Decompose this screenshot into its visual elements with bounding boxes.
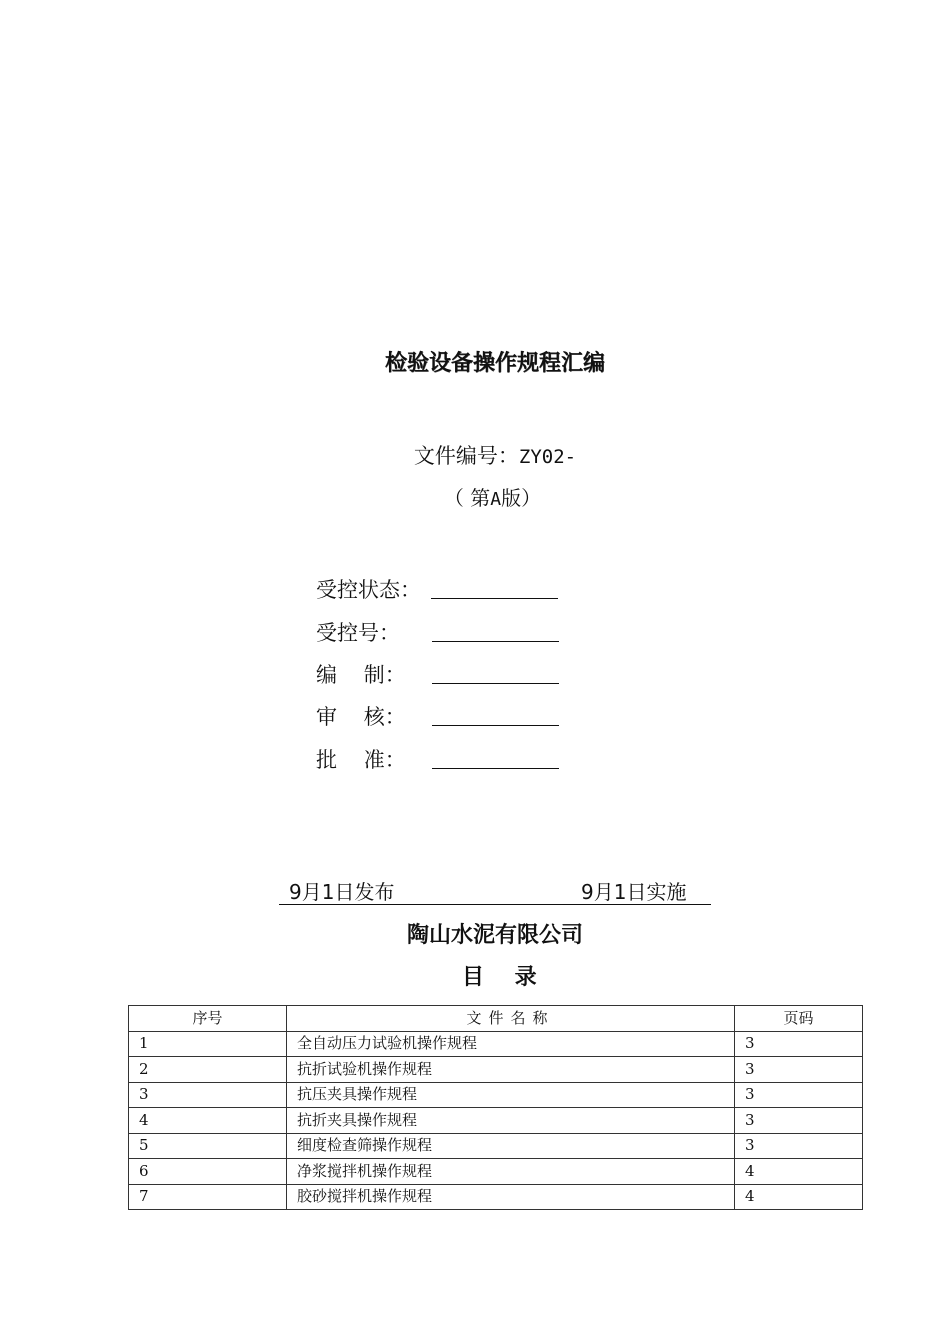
toc-row [129,1031,863,1057]
approval-row-reviewed-by [316,701,576,731]
toc-row [129,1082,863,1108]
approval-label: 批 准： [316,748,406,772]
toc-cell-page: 3 [735,1057,863,1083]
approval-blank-line [432,768,559,769]
toc-cell-index: 2 [129,1057,287,1083]
approval-blank-line [431,598,558,599]
approval-label: 受控状态： [316,578,421,602]
toc-cell-name: 胶砂搅拌机操作规程 [287,1184,735,1210]
toc-header-page: 页码 [735,1006,863,1032]
toc-table [128,1005,863,1210]
toc-cell-page: 4 [735,1184,863,1210]
toc-cell-name: 细度检查筛操作规程 [287,1133,735,1159]
document-number [0,440,950,470]
toc-cell-name: 抗压夹具操作规程 [287,1082,735,1108]
toc-cell-page: 3 [735,1031,863,1057]
issue-date: 9月1日发布 [289,880,395,904]
approval-label: 审 核： [316,705,406,729]
toc-cell-page: 3 [735,1082,863,1108]
document-number-label: 文件编号： [413,444,519,468]
approval-blank-line [432,725,559,726]
toc-cell-name: 抗折试验机操作规程 [287,1057,735,1083]
toc-cell-index: 5 [129,1133,287,1159]
toc-row [129,1133,863,1159]
edition-letter: A [490,489,502,510]
dates-line [279,876,711,905]
document-title: 检验设备操作规程汇编 [384,351,605,376]
toc-row [129,1184,863,1210]
toc-cell-name: 抗折夹具操作规程 [287,1108,735,1134]
toc-cell-index: 1 [129,1031,287,1057]
toc-cell-name: 全自动压力试验机操作规程 [287,1031,735,1057]
approval-row-approved-by [316,744,576,774]
approval-label: 受控号： [316,621,400,645]
approval-row-control-status [316,574,576,604]
toc-cell-index: 7 [129,1184,287,1210]
toc-cell-page: 3 [735,1108,863,1134]
approval-blank-line [432,641,559,642]
toc-cell-page: 4 [735,1159,863,1185]
toc-cell-name: 净浆搅拌机操作规程 [287,1159,735,1185]
toc-header-name: 文件名称 [287,1006,735,1032]
toc-header-row [129,1006,863,1032]
toc-cell-index: 4 [129,1108,287,1134]
approval-label: 编 制： [316,663,406,687]
company-name: 陶山水泥有限公司 [406,923,583,948]
document-edition [0,482,950,511]
edition-open: （ 第 [443,486,491,510]
toc-row [129,1108,863,1134]
toc-row [129,1159,863,1185]
toc-title: 目 录 [462,965,537,990]
toc-row [129,1057,863,1083]
approval-blank-line [432,683,559,684]
edition-close: 版） [501,486,542,510]
document-number-value: ZY02- [518,446,577,468]
approval-row-control-number [316,617,576,647]
toc-cell-index: 6 [129,1159,287,1185]
toc-cell-page: 3 [735,1133,863,1159]
toc-cell-index: 3 [129,1082,287,1108]
approval-row-prepared-by [316,659,576,689]
toc-header-index: 序号 [129,1006,287,1032]
effective-date: 9月1日实施 [581,880,687,904]
